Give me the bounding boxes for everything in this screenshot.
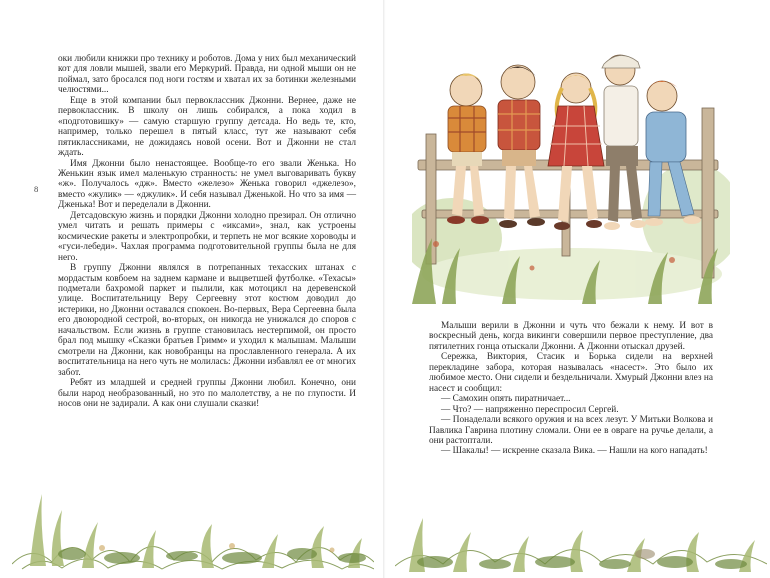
paragraph: Имя Джонни было ненастоящее. Вообще-то его звали Женька. Но Женькин язык имел маленькую странность: не умел выговаривать букву «ж». Получалось «дж». Вместо «железо» Женька говорил «джелезо», вместо «жулик» — «джулик». И себя называл Дженькой. Но что за имя — Дженька! Вот и переделали в Джонни. bbox=[58, 158, 356, 211]
left-page-text bbox=[58, 54, 356, 409]
right-page-text bbox=[429, 321, 713, 457]
paragraph: Детсадовскую жизнь и порядки Джонни холодно презирал. Он отлично умел читать и решать примеры с «иксами», знал, как устроены космические ракеты и электропробки, и терпеть не мог всякие хороводы и «гуси-лебеди». Чахлая программа подготовительной группы была не для него. bbox=[58, 210, 356, 263]
page-number: 8 bbox=[34, 184, 39, 194]
dialogue-line: — Понаделали всякого оружия и на всех лезут. У Митьки Волкова и Павлика Гаврина плотину сломали. Они ее в овраге на ручье делали, а они растоптали. bbox=[429, 415, 713, 446]
right-page bbox=[385, 0, 770, 578]
dialogue-line: — Что? — напряженно переспросил Сергей. bbox=[441, 404, 619, 415]
paragraph: оки любили книжки про технику и роботов. Дома у них был механический кот для ловли мышей, звали его Меркурий. Правда, ни одной мыши он не поймал, зато бросался под ноги гостям и хватал их за ботинки железными челюстями... bbox=[58, 54, 356, 96]
dialogue-line: — Самохин опять пиратничает... bbox=[441, 394, 571, 405]
children-on-fence-illustration bbox=[412, 38, 730, 304]
paragraph: Ребят из младшей и средней группы Джонни любил. Конечно, они были народ необразованный, но это по малолетству, а не по глупости. И носов они не задирали. А как они слушали сказки! bbox=[58, 378, 356, 409]
foliage-illustration-right bbox=[395, 488, 767, 574]
foliage-illustration-left bbox=[12, 474, 374, 574]
paragraph: Сережка, Виктория, Стасик и Борька сидели на верхней перекладине забора, которая называлась «насест». Это было их любимое место. Они сидели и бездельничали. Хмурый Джонни влез на насест и сообщил: bbox=[429, 352, 713, 394]
paragraph: Малыши верили в Джонни и чуть что бежали к нему. И вот в воскресный день, когда викинги совершили первое преступление, два пятилетних гонца отыскали Джонни. А Джонни отыскал друзей. bbox=[429, 321, 713, 352]
dialogue-line: — Шакалы! — искренне сказала Вика. — Нашли на кого нападать! bbox=[441, 446, 708, 457]
paragraph: В группу Джонни являлся в потрепанных техасских штанах с мордастым ковбоем на заднем кармане и выцветшей футболке. «Техасы» подметали бахромой паркет и пылили, как мотоцикл на деревенской улице. Воспитательницу Веру Сергеевну этот костюм доводил до истерики, но Джонни оставался спокоен. Во-первых, Вера Сергеевна была его двоюродной сестрой, во-вторых, он никогда не унижался до споров с начальством. Если жизнь в группе становилась нестерпимой, он просто брал под мышку «Сказки братьев Гримм» и уходил к малышам. Малыши смотрели на Джонни, как новобранцы на прославленного генерала. А их воспитательница на него чуть не молилась: Джонни избавлял ее от многих забот. bbox=[58, 263, 356, 378]
paragraph: Еще в этой компании был первоклассник Джонни. Вернее, даже не первоклассник. В школу он лишь собирался, а пока ходил в «подготовишку» — самую старшую группу детсада. Но ведь те, кто, например, только перешел в пятый класс, тут же называют себя пятиклассниками, не дожидаясь новой осени. Вот и Джонни не стал ждать. bbox=[58, 95, 356, 159]
